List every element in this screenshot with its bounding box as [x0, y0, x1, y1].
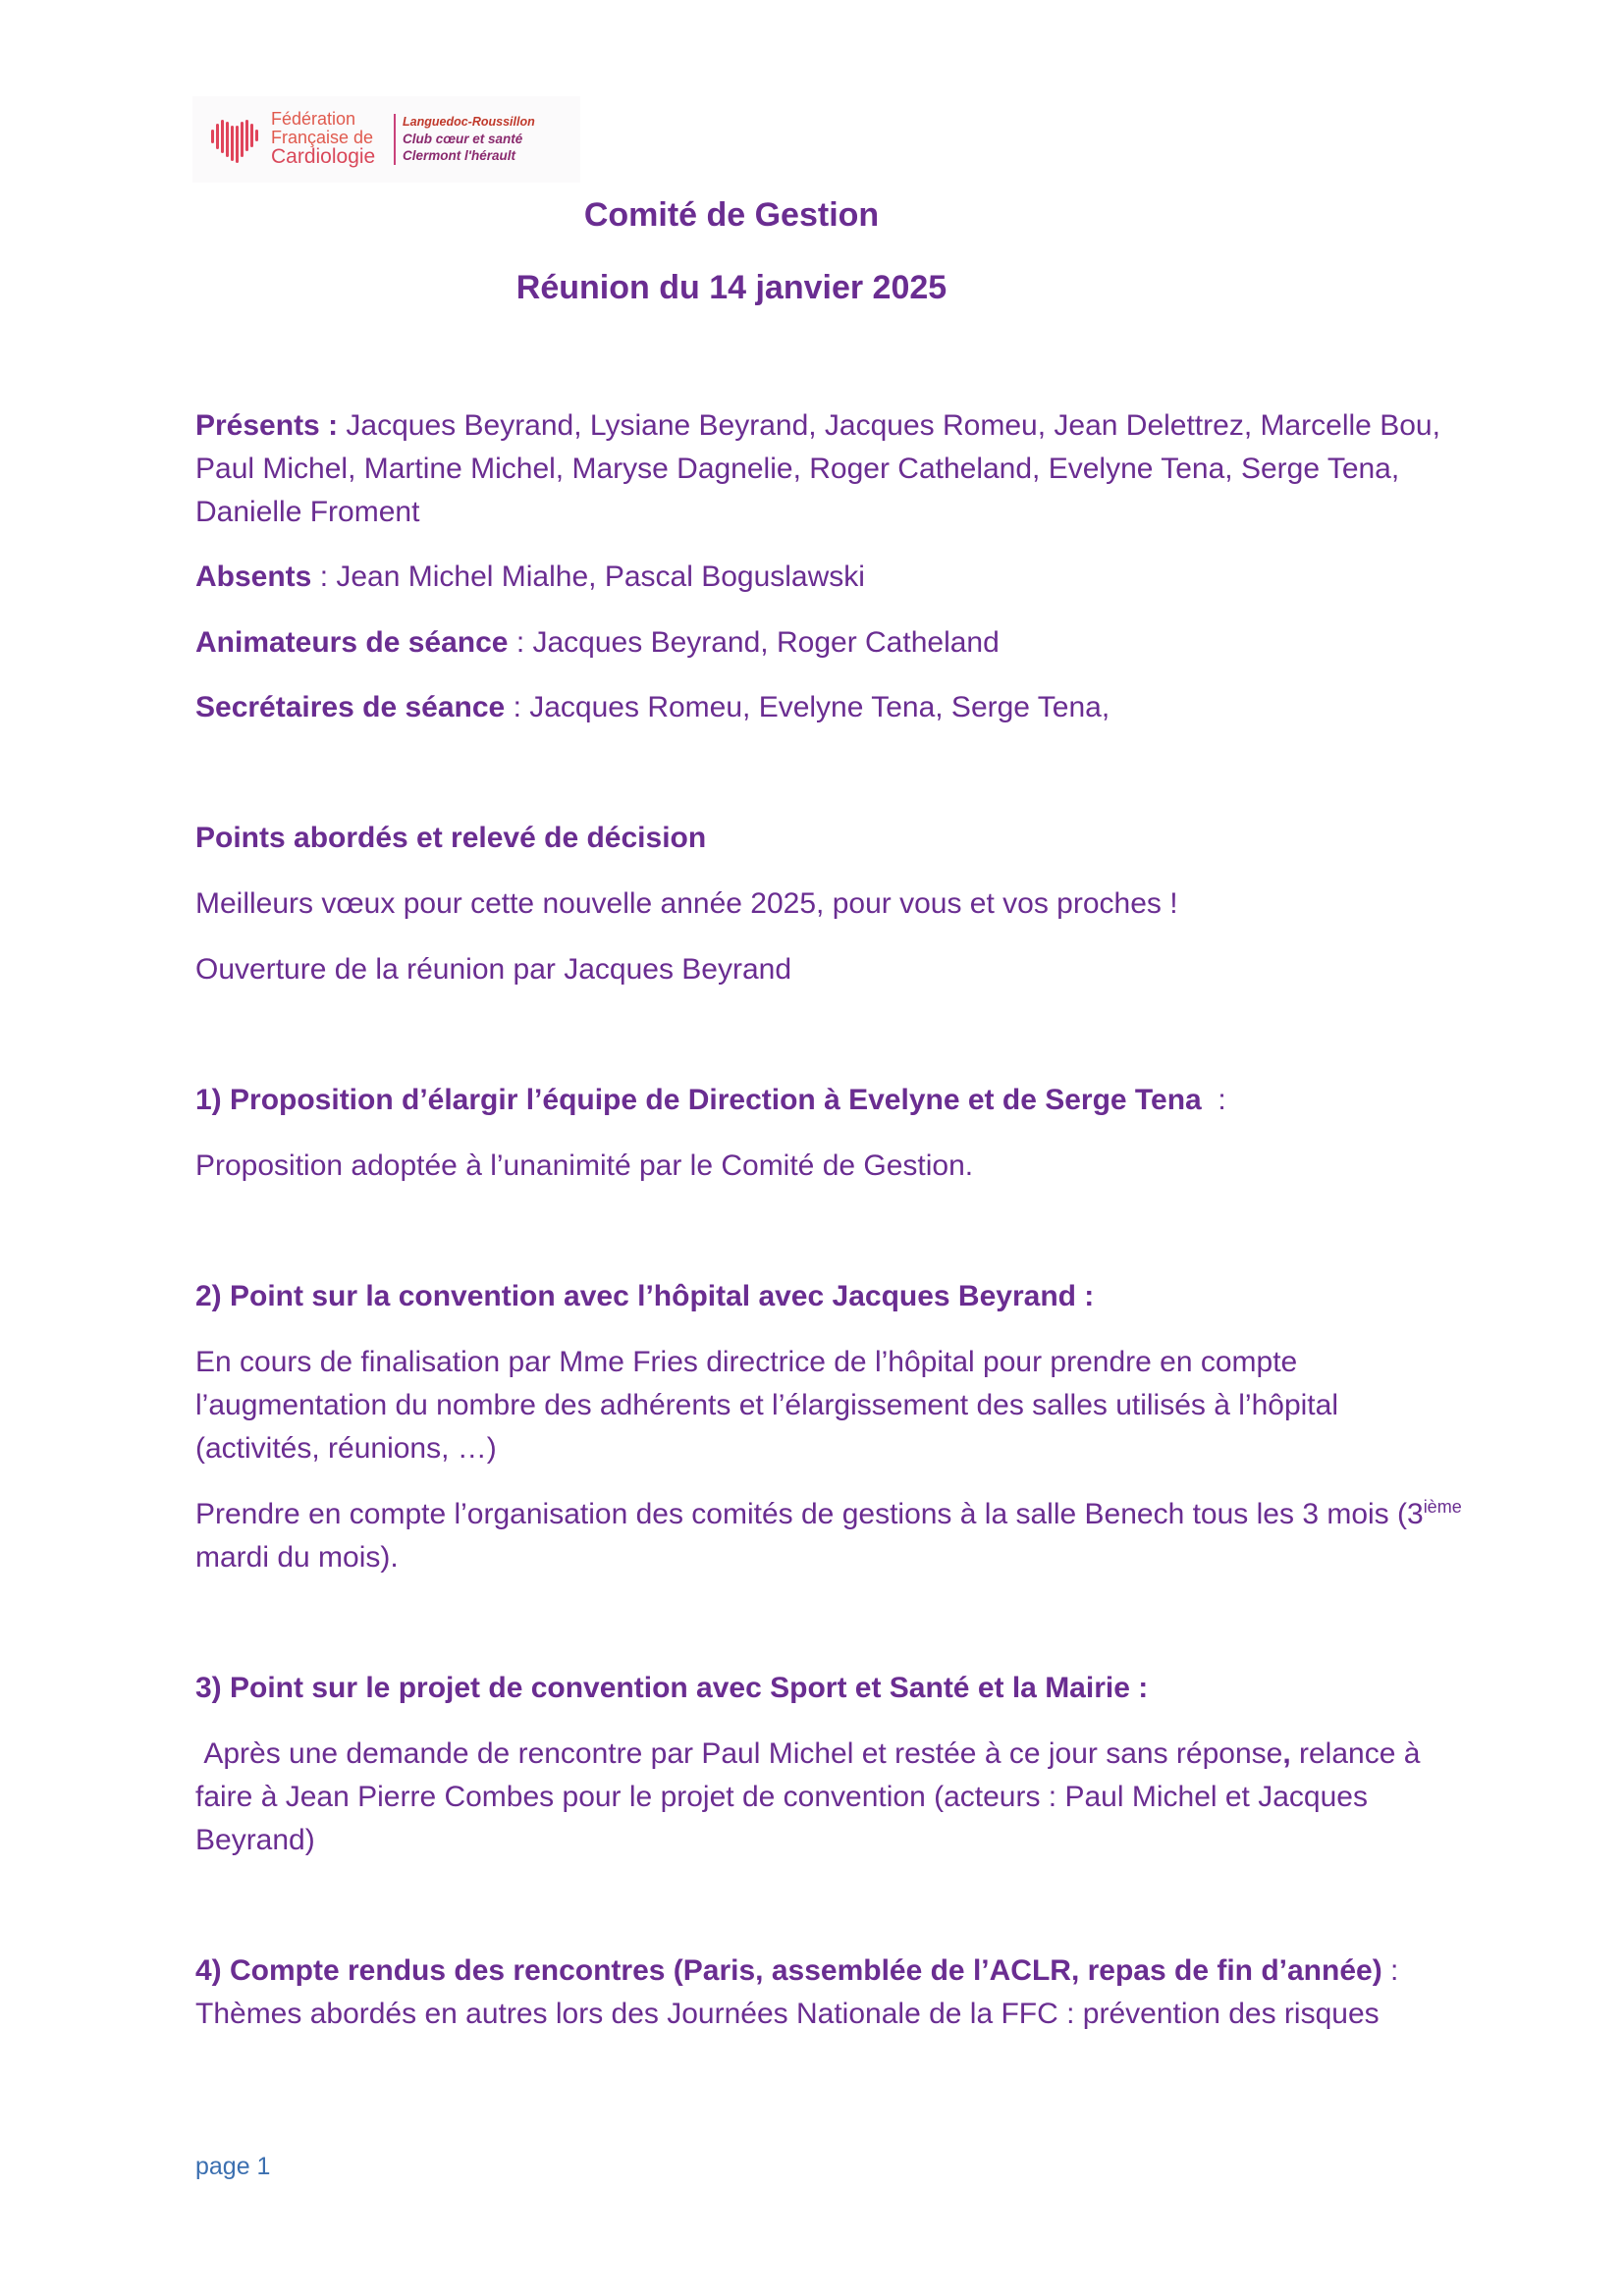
section-2-text-2a: Prendre en compte l’organisation des comités de gestions à la salle Benech tous les 3 mois (3 [195, 1498, 1424, 1530]
section-1-heading: 1) Proposition d’élargir l’équipe de Direction à Evelyne et de Serge Tena [195, 1084, 1202, 1116]
animators-label: Animateurs de séance [195, 626, 509, 659]
section-2-text-2b: mardi du mois). [195, 1541, 399, 1574]
logo-club-text [403, 114, 569, 164]
page-number: page 1 [195, 2153, 271, 2180]
animators-paragraph [195, 621, 1462, 665]
logo-divider [394, 114, 396, 165]
section-4-heading-suffix: : [1381, 1954, 1399, 1987]
logo-line-3: Cardiologie [271, 145, 376, 168]
meeting-date-title: Réunion du 14 janvier 2025 [515, 269, 947, 306]
section-4-heading-line [195, 1949, 1462, 1993]
section-1-heading-suffix: : [1201, 1084, 1226, 1116]
logo-club-line-1: Languedoc-Roussillon [403, 115, 535, 129]
logo-line-1: Fédération [271, 109, 356, 129]
absent-label: Absents [195, 561, 312, 593]
present-names: Jacques Beyrand, Lysiane Beyrand, Jacques Romeu, Jean Delettrez, Marcelle Bou, Paul Michel, Martine Michel, Maryse Dagnelie, Roger Catheland, Evelyne Tena, Serge Tena, Danielle Froment [195, 409, 1440, 528]
points-heading: Points abordés et relevé de décision [195, 822, 707, 854]
wishes-text: Meilleurs vœux pour cette nouvelle année 2025, pour vous et vos proches ! [195, 887, 1178, 920]
absent-paragraph [195, 556, 1462, 599]
logo-club-line-3: Clermont l'hérault [403, 148, 515, 163]
document-title: Comité de Gestion [583, 196, 880, 234]
section-4-text: Thèmes abordés en autres lors des Journées Nationale de la FFC : prévention des risques [195, 1998, 1380, 2030]
opening-text: Ouverture de la réunion par Jacques Beyrand [195, 953, 792, 986]
section-4-heading: 4) Compte rendus des rencontres (Paris, assemblée de l’ACLR, repas de fin d’année) [195, 1954, 1382, 1987]
section-1-text: Proposition adoptée à l’unanimité par le Comité de Gestion. [195, 1149, 974, 1182]
section-3-heading: 3) Point sur le projet de convention avec Sport et Santé et la Mairie : [195, 1672, 1149, 1704]
section-3-text [195, 1733, 1462, 1862]
present-paragraph [195, 404, 1462, 534]
secretaries-paragraph [195, 686, 1462, 729]
section-3-text-a: Après une demande de rencontre par Paul Michel et restée à ce jour sans réponse [195, 1737, 1283, 1770]
present-label: Présents : [195, 409, 339, 442]
secretaries-label: Secrétaires de séance [195, 691, 506, 723]
section-3-comma: , [1282, 1737, 1291, 1770]
ffc-logo [192, 96, 580, 183]
section-2-text-1: En cours de finalisation par Mme Fries directrice de l’hôpital pour prendre en compte l’augmentation du nombre des adhérents et l’élargissement des salles utilisés à l’hôpital (activités, réunions, …) [195, 1346, 1338, 1465]
logo-line-2: Française de [271, 128, 374, 147]
logo-club-line-2: Club cœur et santé [403, 132, 523, 146]
absent-names: : Jean Michel Mialhe, Pascal Boguslawski [311, 561, 865, 593]
section-2-heading: 2) Point sur la convention avec l’hôpital avec Jacques Beyrand : [195, 1280, 1095, 1312]
section-1-heading-line [195, 1079, 1462, 1122]
section-2-text-2 [195, 1493, 1462, 1579]
logo-federation-text [271, 110, 389, 166]
secretaries-names: : Jacques Romeu, Evelyne Tena, Serge Tena, [505, 691, 1110, 723]
animators-names: : Jacques Beyrand, Roger Catheland [508, 626, 1000, 659]
section-2-superscript: ième [1423, 1497, 1462, 1517]
section-3-text-b: relance à faire à Jean Pierre Combes pour le projet de convention (acteurs : Paul Michel et Jacques Beyrand) [195, 1737, 1421, 1856]
heart-bars-icon [210, 116, 261, 165]
